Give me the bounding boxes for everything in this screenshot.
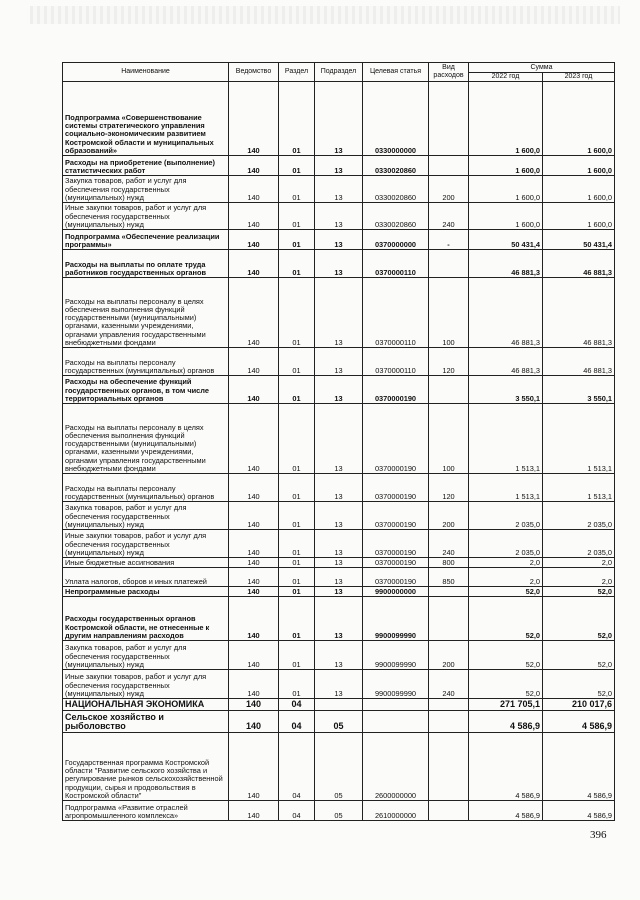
row-celevaya-statya: 9900099990 bbox=[363, 641, 429, 670]
row-celevaya-statya: 0370000110 bbox=[363, 278, 429, 348]
row-razdel: 01 bbox=[279, 203, 315, 230]
table-row bbox=[63, 699, 615, 711]
row-name: Уплата налогов, сборов и иных платежей bbox=[63, 568, 229, 587]
row-razdel: 01 bbox=[279, 530, 315, 558]
row-sum-2023: 52,0 bbox=[543, 641, 615, 670]
row-celevaya-statya: 0330020860 bbox=[363, 203, 429, 230]
row-vid-rashodov bbox=[429, 156, 469, 176]
table-row bbox=[63, 641, 615, 670]
row-sum-2023: 2,0 bbox=[543, 568, 615, 587]
row-sum-2023: 46 881,3 bbox=[543, 348, 615, 376]
row-celevaya-statya: 2600000000 bbox=[363, 733, 429, 801]
row-vedomstvo: 140 bbox=[229, 670, 279, 699]
row-razdel: 01 bbox=[279, 176, 315, 203]
row-vid-rashodov bbox=[429, 801, 469, 821]
row-name: НАЦИОНАЛЬНАЯ ЭКОНОМИКА bbox=[63, 699, 229, 711]
row-sum-2023: 3 550,1 bbox=[543, 376, 615, 404]
row-razdel: 01 bbox=[279, 502, 315, 530]
row-podrazdel: 13 bbox=[315, 568, 363, 587]
row-name: Расходы на выплаты персоналу в целях обеспечения выполнения функций государственными (муниципальными) органами, казенными учреждениями, органами управления государственными внебюджетными фондами bbox=[63, 278, 229, 348]
row-podrazdel: 13 bbox=[315, 176, 363, 203]
row-sum-2023: 1 600,0 bbox=[543, 82, 615, 156]
header-vid-rashodov: Вид расходов bbox=[429, 63, 469, 82]
header-year-2022: 2022 год bbox=[469, 73, 543, 82]
row-sum-2023: 1 600,0 bbox=[543, 176, 615, 203]
row-vedomstvo: 140 bbox=[229, 699, 279, 711]
row-sum-2023: 52,0 bbox=[543, 587, 615, 597]
row-sum-2022: 4 586,9 bbox=[469, 711, 543, 733]
row-razdel: 01 bbox=[279, 474, 315, 502]
row-razdel: 01 bbox=[279, 250, 315, 278]
row-celevaya-statya: 0370000190 bbox=[363, 530, 429, 558]
row-celevaya-statya: 0330000000 bbox=[363, 82, 429, 156]
table-row bbox=[63, 156, 615, 176]
row-vedomstvo: 140 bbox=[229, 278, 279, 348]
row-vid-rashodov bbox=[429, 711, 469, 733]
row-podrazdel: 05 bbox=[315, 801, 363, 821]
row-name: Расходы на обеспечение функций государственных органов, в том числе территориальных органов bbox=[63, 376, 229, 404]
table-row bbox=[63, 502, 615, 530]
row-name: Иные закупки товаров, работ и услуг для обеспечения государственных (муниципальных) нужд bbox=[63, 670, 229, 699]
row-celevaya-statya: 9900099990 bbox=[363, 670, 429, 699]
row-vid-rashodov bbox=[429, 82, 469, 156]
row-podrazdel: 13 bbox=[315, 203, 363, 230]
table-row bbox=[63, 733, 615, 801]
row-sum-2022: 2,0 bbox=[469, 558, 543, 568]
row-sum-2023: 1 600,0 bbox=[543, 156, 615, 176]
row-sum-2023: 2,0 bbox=[543, 558, 615, 568]
row-vedomstvo: 140 bbox=[229, 156, 279, 176]
row-sum-2022: 46 881,3 bbox=[469, 250, 543, 278]
row-sum-2022: 3 550,1 bbox=[469, 376, 543, 404]
row-sum-2022: 52,0 bbox=[469, 670, 543, 699]
row-sum-2023: 1 513,1 bbox=[543, 404, 615, 474]
row-name: Расходы на выплаты по оплате труда работников государственных органов bbox=[63, 250, 229, 278]
row-name: Подпрограмма «Обеспечение реализации программы» bbox=[63, 230, 229, 250]
row-vedomstvo: 140 bbox=[229, 587, 279, 597]
table-row bbox=[63, 568, 615, 587]
row-sum-2023: 1 513,1 bbox=[543, 474, 615, 502]
row-vid-rashodov: 240 bbox=[429, 530, 469, 558]
row-vid-rashodov bbox=[429, 250, 469, 278]
row-vid-rashodov: 200 bbox=[429, 502, 469, 530]
row-celevaya-statya: 9900099990 bbox=[363, 597, 429, 641]
row-sum-2022: 52,0 bbox=[469, 597, 543, 641]
row-celevaya-statya: 0330020860 bbox=[363, 156, 429, 176]
row-vedomstvo: 140 bbox=[229, 230, 279, 250]
row-razdel: 01 bbox=[279, 348, 315, 376]
row-celevaya-statya: 2610000000 bbox=[363, 801, 429, 821]
row-sum-2023: 4 586,9 bbox=[543, 733, 615, 801]
row-razdel: 01 bbox=[279, 558, 315, 568]
row-sum-2023: 52,0 bbox=[543, 597, 615, 641]
row-podrazdel: 13 bbox=[315, 250, 363, 278]
table-row bbox=[63, 250, 615, 278]
row-vid-rashodov: 850 bbox=[429, 568, 469, 587]
row-name: Расходы на выплаты персоналу в целях обеспечения выполнения функций государственными (муниципальными) органами, казенными учреждениями, органами управления государственными внебюджетными фондами bbox=[63, 404, 229, 474]
row-sum-2023: 52,0 bbox=[543, 670, 615, 699]
row-vedomstvo: 140 bbox=[229, 176, 279, 203]
row-razdel: 01 bbox=[279, 156, 315, 176]
row-vid-rashodov: 800 bbox=[429, 558, 469, 568]
table-row bbox=[63, 176, 615, 203]
row-name: Иные закупки товаров, работ и услуг для обеспечения государственных (муниципальных) нужд bbox=[63, 530, 229, 558]
row-sum-2022: 1 600,0 bbox=[469, 156, 543, 176]
row-vid-rashodov bbox=[429, 376, 469, 404]
row-sum-2023: 1 600,0 bbox=[543, 203, 615, 230]
row-vedomstvo: 140 bbox=[229, 597, 279, 641]
budget-table bbox=[62, 62, 615, 821]
table-row bbox=[63, 474, 615, 502]
row-razdel: 01 bbox=[279, 376, 315, 404]
row-sum-2022: 271 705,1 bbox=[469, 699, 543, 711]
row-vedomstvo: 140 bbox=[229, 376, 279, 404]
row-vedomstvo: 140 bbox=[229, 250, 279, 278]
row-sum-2023: 2 035,0 bbox=[543, 530, 615, 558]
row-vid-rashodov bbox=[429, 587, 469, 597]
row-name: Закупка товаров, работ и услуг для обеспечения государственных (муниципальных) нужд bbox=[63, 176, 229, 203]
header-podrazdel: Подраздел bbox=[315, 63, 363, 82]
table-row bbox=[63, 404, 615, 474]
table-row bbox=[63, 530, 615, 558]
row-razdel: 01 bbox=[279, 568, 315, 587]
table-row bbox=[63, 558, 615, 568]
row-name: Непрограммные расходы bbox=[63, 587, 229, 597]
row-podrazdel: 13 bbox=[315, 278, 363, 348]
row-sum-2022: 52,0 bbox=[469, 587, 543, 597]
row-podrazdel: 13 bbox=[315, 474, 363, 502]
row-name: Расходы на выплаты персоналу государственных (муниципальных) органов bbox=[63, 474, 229, 502]
row-celevaya-statya: 0370000190 bbox=[363, 568, 429, 587]
row-razdel: 04 bbox=[279, 801, 315, 821]
row-podrazdel: 13 bbox=[315, 530, 363, 558]
row-razdel: 04 bbox=[279, 733, 315, 801]
row-sum-2022: 2,0 bbox=[469, 568, 543, 587]
row-vid-rashodov: 240 bbox=[429, 203, 469, 230]
table-row bbox=[63, 278, 615, 348]
row-vid-rashodov bbox=[429, 733, 469, 801]
row-name: Государственная программа Костромской области "Развитие сельского хозяйства и регулирование рынков сельскохозяйственной продукции, сырья и продовольствия в Костромской области" bbox=[63, 733, 229, 801]
row-vid-rashodov: 200 bbox=[429, 176, 469, 203]
table-row bbox=[63, 597, 615, 641]
row-sum-2022: 50 431,4 bbox=[469, 230, 543, 250]
row-celevaya-statya: 9900000000 bbox=[363, 587, 429, 597]
table-row bbox=[63, 587, 615, 597]
row-razdel: 01 bbox=[279, 278, 315, 348]
row-name: Закупка товаров, работ и услуг для обеспечения государственных (муниципальных) нужд bbox=[63, 502, 229, 530]
row-sum-2022: 52,0 bbox=[469, 641, 543, 670]
row-podrazdel: 13 bbox=[315, 502, 363, 530]
row-razdel: 01 bbox=[279, 587, 315, 597]
header-summa: Сумма bbox=[469, 63, 615, 73]
row-razdel: 01 bbox=[279, 404, 315, 474]
row-vedomstvo: 140 bbox=[229, 558, 279, 568]
row-podrazdel: 13 bbox=[315, 376, 363, 404]
row-razdel: 01 bbox=[279, 670, 315, 699]
row-sum-2023: 50 431,4 bbox=[543, 230, 615, 250]
row-podrazdel: 13 bbox=[315, 670, 363, 699]
table-row bbox=[63, 711, 615, 733]
row-name: Расходы государственных органов Костромской области, не отнесенные к другим направлениям расходов bbox=[63, 597, 229, 641]
row-razdel: 01 bbox=[279, 641, 315, 670]
row-podrazdel: 13 bbox=[315, 404, 363, 474]
row-celevaya-statya bbox=[363, 711, 429, 733]
row-razdel: 04 bbox=[279, 699, 315, 711]
header-celevaya-statya: Целевая статья bbox=[363, 63, 429, 82]
table-row bbox=[63, 801, 615, 821]
row-podrazdel: 13 bbox=[315, 348, 363, 376]
row-sum-2022: 46 881,3 bbox=[469, 278, 543, 348]
row-sum-2022: 2 035,0 bbox=[469, 502, 543, 530]
row-sum-2022: 2 035,0 bbox=[469, 530, 543, 558]
row-sum-2022: 46 881,3 bbox=[469, 348, 543, 376]
row-vedomstvo: 140 bbox=[229, 404, 279, 474]
row-celevaya-statya: 0370000110 bbox=[363, 348, 429, 376]
row-podrazdel: 13 bbox=[315, 230, 363, 250]
row-sum-2022: 1 600,0 bbox=[469, 176, 543, 203]
header-razdel: Раздел bbox=[279, 63, 315, 82]
row-vedomstvo: 140 bbox=[229, 203, 279, 230]
row-vid-rashodov: 100 bbox=[429, 404, 469, 474]
table-body bbox=[63, 82, 615, 821]
row-name: Иные закупки товаров, работ и услуг для обеспечения государственных (муниципальных) нужд bbox=[63, 203, 229, 230]
row-name: Иные бюджетные ассигнования bbox=[63, 558, 229, 568]
row-vedomstvo: 140 bbox=[229, 641, 279, 670]
row-razdel: 01 bbox=[279, 597, 315, 641]
row-podrazdel: 13 bbox=[315, 558, 363, 568]
row-name: Расходы на приобретение (выполнение) статистических работ bbox=[63, 156, 229, 176]
header-vedomstvo: Ведомство bbox=[229, 63, 279, 82]
row-vid-rashodov bbox=[429, 597, 469, 641]
row-sum-2023: 46 881,3 bbox=[543, 250, 615, 278]
table-row bbox=[63, 348, 615, 376]
row-podrazdel: 05 bbox=[315, 733, 363, 801]
row-name: Расходы на выплаты персоналу государственных (муниципальных) органов bbox=[63, 348, 229, 376]
row-vid-rashodov: 240 bbox=[429, 670, 469, 699]
row-sum-2022: 4 586,9 bbox=[469, 733, 543, 801]
row-podrazdel: 13 bbox=[315, 597, 363, 641]
row-sum-2023: 210 017,6 bbox=[543, 699, 615, 711]
row-vedomstvo: 140 bbox=[229, 82, 279, 156]
table-row bbox=[63, 230, 615, 250]
header-name: Наименование bbox=[63, 63, 229, 82]
row-celevaya-statya bbox=[363, 699, 429, 711]
table-row bbox=[63, 670, 615, 699]
row-vid-rashodov: 120 bbox=[429, 474, 469, 502]
row-sum-2023: 4 586,9 bbox=[543, 711, 615, 733]
row-podrazdel: 13 bbox=[315, 156, 363, 176]
row-podrazdel: 13 bbox=[315, 587, 363, 597]
row-sum-2023: 2 035,0 bbox=[543, 502, 615, 530]
row-vedomstvo: 140 bbox=[229, 474, 279, 502]
row-sum-2022: 1 513,1 bbox=[469, 474, 543, 502]
row-sum-2022: 1 600,0 bbox=[469, 203, 543, 230]
row-sum-2022: 4 586,9 bbox=[469, 801, 543, 821]
row-sum-2023: 4 586,9 bbox=[543, 801, 615, 821]
row-podrazdel bbox=[315, 699, 363, 711]
page-number: 396 bbox=[590, 829, 607, 841]
row-sum-2022: 1 513,1 bbox=[469, 404, 543, 474]
row-name: Закупка товаров, работ и услуг для обеспечения государственных (муниципальных) нужд bbox=[63, 641, 229, 670]
row-vedomstvo: 140 bbox=[229, 711, 279, 733]
row-vid-rashodov: - bbox=[429, 230, 469, 250]
scan-noise bbox=[30, 6, 620, 24]
row-razdel: 04 bbox=[279, 711, 315, 733]
row-vedomstvo: 140 bbox=[229, 568, 279, 587]
row-vid-rashodov: 200 bbox=[429, 641, 469, 670]
row-sum-2023: 46 881,3 bbox=[543, 278, 615, 348]
row-vedomstvo: 140 bbox=[229, 801, 279, 821]
row-celevaya-statya: 0370000190 bbox=[363, 474, 429, 502]
row-razdel: 01 bbox=[279, 82, 315, 156]
row-name: Сельское хозяйство и рыболовство bbox=[63, 711, 229, 733]
row-celevaya-statya: 0370000190 bbox=[363, 404, 429, 474]
row-celevaya-statya: 0370000190 bbox=[363, 502, 429, 530]
row-vedomstvo: 140 bbox=[229, 502, 279, 530]
row-vid-rashodov: 100 bbox=[429, 278, 469, 348]
row-celevaya-statya: 0370000190 bbox=[363, 558, 429, 568]
row-celevaya-statya: 0370000190 bbox=[363, 376, 429, 404]
row-vedomstvo: 140 bbox=[229, 348, 279, 376]
row-celevaya-statya: 0370000000 bbox=[363, 230, 429, 250]
table-row bbox=[63, 203, 615, 230]
row-vid-rashodov bbox=[429, 699, 469, 711]
table-row bbox=[63, 376, 615, 404]
row-podrazdel: 05 bbox=[315, 711, 363, 733]
header-year-2023: 2023 год bbox=[543, 73, 615, 82]
row-sum-2022: 1 600,0 bbox=[469, 82, 543, 156]
row-vedomstvo: 140 bbox=[229, 733, 279, 801]
row-celevaya-statya: 0370000110 bbox=[363, 250, 429, 278]
row-name: Подпрограмма «Совершенствование системы стратегического управления социально-экономическим развитием Костромской области и муниципальных образований» bbox=[63, 82, 229, 156]
row-podrazdel: 13 bbox=[315, 641, 363, 670]
row-vid-rashodov: 120 bbox=[429, 348, 469, 376]
row-razdel: 01 bbox=[279, 230, 315, 250]
row-name: Подпрограмма «Развитие отраслей агропромышленного комплекса» bbox=[63, 801, 229, 821]
row-podrazdel: 13 bbox=[315, 82, 363, 156]
row-vedomstvo: 140 bbox=[229, 530, 279, 558]
table-row bbox=[63, 82, 615, 156]
row-celevaya-statya: 0330020860 bbox=[363, 176, 429, 203]
